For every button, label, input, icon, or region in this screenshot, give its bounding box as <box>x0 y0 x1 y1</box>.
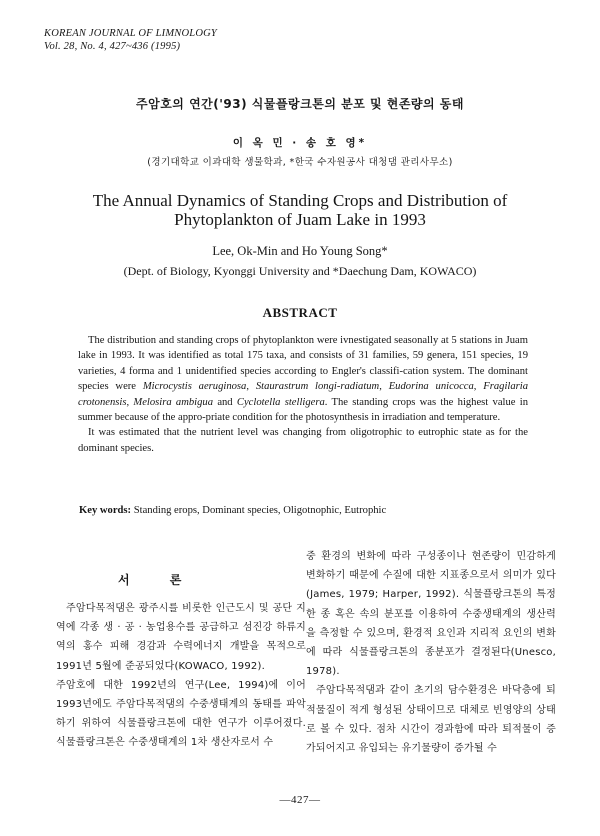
abstract-paragraph-1: The distribution and standing crops of phytoplankton were ivnestigated seasonally at 5 stations in Juam lake in 1993. It was identified as total 175 taxa, and consists of 31 families, 59 genera, 151 species, 19 varieties, 4 forma and 1 unidentified species according to Engler's classifi-cation system. The dominant species were Microcystis aeruginosa, Staurastrum longi-radiatum, Eudorina unicocca, Fragilaria crotonensis, Melosira ambigua and Cyclotella stelligera. The standing crops was the highest value in summer because of the appro-priate condition for the photosynthesis in irradiation and temperature. <box>78 335 529 424</box>
species-name: Eudorina unicocca <box>388 381 474 393</box>
species-name: Microcystis aeruginosa <box>142 381 247 393</box>
page-number: —427— <box>279 794 321 806</box>
section-heading: 서 론 <box>118 573 200 587</box>
abstract-heading: ABSTRACT <box>262 305 338 320</box>
species-name: Melosira ambigua <box>133 396 214 408</box>
english-authors: Lee, Ok-Min and Ho Young Song* <box>212 244 388 258</box>
abstract-text: The distribution and standing crops of phytoplankton were ivnestigated seasonally at 5 stations in Juam lake in 1993. It was identified as total 175 taxa, and consists of 31 families, 59 genera, 151 species, 19 varieties, 4 forma and 1 unidentified species according to Engler's classifi-cation system. The dominant species were <box>78 335 528 393</box>
species-name: Staurastrum longi-radiatum <box>255 381 380 393</box>
body-paragraph: 주암다목적댐은 광주시를 비롯한 인근도시 및 공단 지역에 각종 생 · 공 · 농업용수를 공급하고 섬진강 하류지역의 홍수 피해 경감과 수력에너지 개발을 목적으로 1991년 5월에 준공되었다(KOWACO, 1992). <box>56 603 306 672</box>
journal-name: KOREAN JOURNAL OF LIMNOLOGY <box>44 28 217 39</box>
keywords <box>79 505 386 516</box>
korean-affiliation: (경기대학교 이과대학 생물학과, *한국 수자원공사 대청댐 관리사무소) <box>147 157 453 168</box>
korean-authors: 이 옥 민 · 송 호 영* <box>232 137 368 149</box>
korean-title: 주암호의 연간('93) 식물플랑크톤의 분포 및 현존량의 동태 <box>136 97 464 111</box>
english-title <box>0 191 600 229</box>
english-title-line2: Phytoplankton of Juam Lake in 1993 <box>174 210 426 229</box>
species-name: Cyclotella stelligera <box>236 396 325 408</box>
body-left-column <box>56 599 306 753</box>
keywords-label: Key words: <box>79 505 132 516</box>
body-paragraph: 주암다목적댐과 같이 초기의 담수환경은 바닥층에 퇴적물질이 적게 형성된 상태이므로 대체로 빈영양의 상태로 볼 수 있다. 점차 시간이 경과함에 따라 퇴적물이 증가되어지고 유입되는 유기물량이 증가될 수 <box>306 685 556 755</box>
body-paragraph: 주암호에 대한 1992년의 연구(Lee, 1994)에 이어 1993년에도 주암다목적댐의 수중생태계의 동태를 파악하기 위하여 식물플랑크톤에 대한 연구가 이루어졌다. 식물플랑크톤은 수중생태계의 1차 생산자로서 수 <box>56 679 306 749</box>
body-paragraph: 중 환경의 변화에 따라 구성종이나 현존량이 민감하게 변화하기 때문에 수질에 대한 지표종으로서 의미가 있다(James, 1979; Harper, 1992). 식물플랑크톤의 특정한 종 혹은 속의 분포를 이용하여 수중생태계의 생산력을 측정할 수 있으며, 환경적 요인과 지리적 요인의 변화에 따라 식물플랑크톤의 종분포가 결정된다(Unesco, 1978). <box>306 551 556 678</box>
abstract-paragraph-2: It was estimated that the nutrient level was changing from oligotrophic to eutrophic state as for the dominant species. <box>78 427 528 454</box>
journal-citation: Vol. 28, No. 4, 427~436 (1995) <box>44 41 181 52</box>
keywords-text: Standing erops, Dominant species, Oligotnophic, Eutrophic <box>131 505 387 516</box>
english-title-line1: The Annual Dynamics of Standing Crops and Distribution of <box>92 191 508 210</box>
body-right-column <box>306 547 556 758</box>
journal-header <box>44 27 217 53</box>
abstract-text: and <box>217 396 233 408</box>
english-affiliation: (Dept. of Biology, Kyonggi University and *Daechung Dam, KOWACO) <box>123 264 477 278</box>
abstract-text: . The standing crops was the highest value in summer because of the appro-priate condition for the photosynthesis in irradiation and temperature. <box>78 396 528 424</box>
abstract-body <box>78 333 528 456</box>
species-name: Fragilaria crotonensis <box>78 381 529 408</box>
